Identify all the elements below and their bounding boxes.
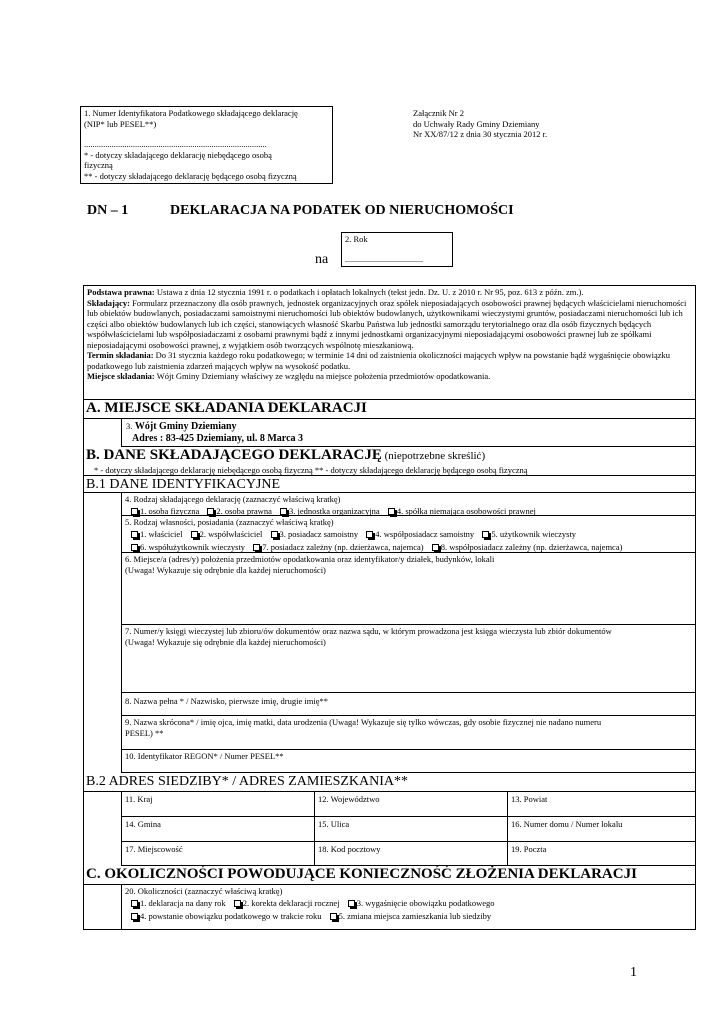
section-b2-title: B.2 ADRES SIEDZIBY* / ADRES ZAMIESZKANIA** bbox=[84, 773, 695, 792]
option-5-7: 7. posiadacz zależny (np. dzierżawca, najemca) bbox=[262, 542, 424, 552]
field-16-house-number[interactable] bbox=[507, 817, 695, 842]
checkbox-20-4[interactable] bbox=[131, 913, 138, 920]
nip-sublabel: (NIP* lub PESEL**) bbox=[84, 118, 157, 129]
nip-note-1b: fizyczną bbox=[84, 160, 113, 170]
field-7-label: 7. Numer/y księgi wieczystej lub zbioru/ów dokumentów oraz nazwa sądu, w którym prowadzona jest księga wieczysta lub zbiór dokumentów bbox=[125, 626, 612, 636]
option-4-4: 4. spółka niemająca osobowości prawnej bbox=[396, 506, 536, 516]
office-name: Wójt Gminy Dziemiany bbox=[134, 421, 237, 432]
deadline-text: Do 31 stycznia każdego roku podatkowego; w terminie 14 dni od zaistnienia okoliczności mających wpływ na powstanie bądź wygaśnięcie obowiązku podatkowego lub zaistnienia zdarzeń mających wpływ na wysokość podatku. bbox=[87, 350, 670, 371]
main-form bbox=[83, 285, 696, 930]
field-4-label: 4. Rodzaj składającego deklarację (zaznaczyć właściwą kratkę) bbox=[125, 494, 341, 504]
place-label: Miejsce składania: bbox=[87, 371, 155, 381]
year-field[interactable] bbox=[341, 232, 453, 267]
option-5-2: 2. współwłaściciel bbox=[199, 529, 263, 539]
checkbox-20-3[interactable] bbox=[348, 900, 355, 907]
section-b-header bbox=[84, 447, 695, 476]
field-11-country[interactable] bbox=[121, 792, 314, 817]
option-20-3: 3. wygaśnięcie obowiązku podatkowego bbox=[356, 898, 495, 908]
office-address: Adres : 83-425 Dziemiany, ul. 8 Marca 3 bbox=[132, 433, 304, 444]
field-13-label: 13. Powiat bbox=[511, 794, 548, 804]
field-8-label: 8. Nazwa pełna * / Nazwisko, pierwsze imię, drugie imię** bbox=[125, 696, 328, 706]
field-13-county[interactable] bbox=[507, 792, 695, 817]
filer-label: Składający: bbox=[87, 297, 130, 308]
field-18-postal-code[interactable] bbox=[314, 842, 507, 866]
field-5-label: 5. Rodzaj własności, posiadania (zaznaczyć właściwą kratkę) bbox=[125, 517, 334, 527]
filer-text: Formularz przeznaczony dla osób prawnych, jednostek organizacyjnych oraz spółek nieposiadających osobowości prawnej będących właścicielami nieruchomości lub obiektów budowlanych, posiadaczami samoistnymi nieruchomości lub obiektów budowlanych, użytkownikami wieczystymi gruntów, posiadaczami nieruchomości lub ich części albo obiektów budowlanych lub ich części, stanowiących własność Skarbu Państwa lub jednostki samorządu terytorialnego oraz dla osób fizycznych będących współwłaścicielami lub współposiadaczami z osobami prawnymi bądź z innymi jednostkami organizacyjnymi nieposiadającymi osobowości prawnej lub ze spółkami nieposiadającymi osobowości prawnej, z wyjątkiem osób tworzących wspólnotę mieszkaniową. bbox=[87, 297, 687, 350]
section-b1-title: B.1 DANE IDENTYFIKACYJNE bbox=[84, 476, 695, 493]
checkbox-5-6[interactable] bbox=[131, 544, 138, 551]
checkbox-5-8[interactable] bbox=[432, 544, 439, 551]
checkbox-5-1[interactable] bbox=[131, 531, 138, 538]
option-20-5: 5. zmiana miejsca zamieszkania lub siedziby bbox=[338, 911, 492, 921]
basis-text: Ustawa z dnia 12 stycznia 1991 r. o podatkach i opłatach lokalnych (tekst jedn. Dz. U. z 2010 r. Nr 95, poz. 613 z późn. zm.). bbox=[154, 287, 584, 297]
nip-note-2: ** - dotyczy składającego deklarację będącego osobą fizyczną bbox=[84, 170, 297, 181]
field-5-options-row1 bbox=[125, 528, 692, 541]
field-17-city[interactable] bbox=[121, 842, 314, 866]
field-6-note: (Uwaga! Wykazuje się odrębnie dla każdej nieruchomości) bbox=[125, 565, 326, 575]
option-20-4: 4. powstanie obowiązku podatkowego w trakcie roku bbox=[140, 911, 322, 921]
field-3-num: 3. bbox=[126, 421, 133, 431]
year-dots: ....................................... bbox=[345, 255, 423, 264]
section-b-title-note: (niepotrzebne skreślić) bbox=[381, 450, 486, 462]
option-4-3: 3. jednostka organizacyjna bbox=[288, 506, 380, 516]
field-7[interactable] bbox=[121, 625, 695, 693]
submission-place bbox=[121, 419, 695, 447]
option-5-3: 3. posiadacz samoistny bbox=[279, 529, 359, 539]
nip-note-1: * - dotyczy składającego deklarację niebędącego osobą bbox=[84, 149, 272, 160]
field-20 bbox=[121, 885, 695, 929]
option-20-2: 2. korekta deklaracji rocznej bbox=[242, 898, 340, 908]
form-title: DEKLARACJA NA PODATEK OD NIERUCHOMOŚCI bbox=[170, 203, 514, 218]
option-5-5: 5. użytkownik wieczysty bbox=[491, 529, 577, 539]
field-10[interactable] bbox=[121, 750, 695, 773]
field-20-label: 20. Okoliczności (zaznaczyć właściwą kratkę) bbox=[125, 886, 283, 896]
field-19-post-office[interactable] bbox=[507, 842, 695, 866]
checkbox-20-1[interactable] bbox=[131, 900, 138, 907]
field-16-label: 16. Numer domu / Numer lokalu bbox=[511, 819, 623, 829]
field-9-label: 9. Nazwa skrócona* / imię ojca, imię matki, data urodzenia (Uwaga! Wykazuje się tylko wówczas, gdy osobie fizycznej nie nadano numeru bbox=[125, 717, 602, 727]
page-number: 1 bbox=[630, 965, 637, 980]
field-15-street[interactable] bbox=[314, 817, 507, 842]
form-code: DN – 1 bbox=[87, 203, 129, 218]
checkbox-4-3[interactable] bbox=[280, 508, 287, 515]
basis-label: Podstawa prawna: bbox=[87, 287, 155, 297]
field-9[interactable] bbox=[121, 716, 695, 750]
checkbox-5-7[interactable] bbox=[253, 544, 260, 551]
field-14-commune[interactable] bbox=[121, 817, 314, 842]
checkbox-20-2[interactable] bbox=[234, 900, 241, 907]
option-5-6: 6. współużytkownik wieczysty bbox=[140, 542, 246, 552]
option-4-2: 2. osoba prawna bbox=[216, 506, 272, 516]
checkbox-4-1[interactable] bbox=[131, 508, 138, 515]
section-c-title: C. OKOLICZNOŚCI POWODUJĄCE KONIECZNOŚĆ ZŁOŻENIA DEKLARACJI bbox=[84, 866, 695, 885]
field-17-label: 17. Miejscowość bbox=[125, 844, 183, 854]
option-20-1: 1. deklaracja na dany rok bbox=[140, 898, 226, 908]
field-19-label: 19. Poczta bbox=[511, 844, 547, 854]
deadline-label: Termin składania: bbox=[87, 350, 154, 360]
section-b-title: B. DANE SKŁADAJĄCEGO DEKLARACJĘ bbox=[86, 447, 382, 463]
field-11-label: 11. Kraj bbox=[125, 794, 153, 804]
field-8[interactable] bbox=[121, 693, 695, 716]
annex-line-2: do Uchwały Rady Gminy Dziemiany bbox=[413, 118, 540, 129]
field-12-voivodeship[interactable] bbox=[314, 792, 507, 817]
section-a-title: A. MIEJSCE SKŁADANIA DEKLARACJI bbox=[84, 400, 695, 419]
option-5-8: 8. współposiadacz zależny (np. dzierżawca, najemca) bbox=[440, 542, 623, 552]
option-5-4: 4. współposiadacz samoistny bbox=[375, 529, 475, 539]
field-6[interactable] bbox=[121, 553, 695, 625]
field-7-note: (Uwaga! Wykazuje się odrębnie dla każdej nieruchomości) bbox=[125, 637, 326, 647]
year-label: 2. Rok bbox=[345, 234, 368, 244]
field-4 bbox=[121, 493, 695, 516]
option-4-1: 1. osoba fizyczna bbox=[140, 506, 200, 516]
checkbox-5-2[interactable] bbox=[191, 531, 198, 538]
year-prefix: na bbox=[315, 252, 329, 267]
option-5-1: 1. właściciel bbox=[140, 529, 183, 539]
checkbox-5-3[interactable] bbox=[271, 531, 278, 538]
annex-line-1: Załącznik Nr 2 bbox=[413, 108, 464, 118]
nip-dots: ...................................................................................... bbox=[84, 139, 267, 149]
checkbox-5-4[interactable] bbox=[366, 531, 373, 538]
field-5 bbox=[121, 516, 695, 553]
legal-info bbox=[84, 286, 695, 400]
field-15-label: 15. Ulica bbox=[318, 819, 350, 829]
field-18-label: 18. Kod pocztowy bbox=[318, 844, 381, 854]
checkbox-4-2[interactable] bbox=[207, 508, 214, 515]
annex-line-3: Nr XX/87/12 z dnia 30 stycznia 2012 r. bbox=[413, 129, 548, 139]
field-12-label: 12. Województwo bbox=[318, 794, 380, 804]
nip-box[interactable] bbox=[80, 106, 333, 184]
field-9-label-2: PESEL) ** bbox=[125, 728, 164, 738]
field-14-label: 14. Gmina bbox=[125, 819, 161, 829]
checkbox-4-4[interactable] bbox=[388, 508, 395, 515]
annex-info bbox=[413, 108, 547, 140]
checkbox-5-5[interactable] bbox=[482, 531, 489, 538]
field-10-label: 10. Identyfikator REGON* / Numer PESEL** bbox=[125, 751, 284, 761]
field-6-label: 6. Miejsce/a (adres/y) położenia przedmiotów opodatkowania oraz identyfikator/y działek, budynków, lokali bbox=[125, 554, 495, 564]
field-20-options-row1 bbox=[125, 897, 692, 910]
place-text: Wójt Gminy Dziemiany właściwy ze względu na miejsce położenia przedmiotów opodatkowania. bbox=[154, 371, 491, 381]
nip-label: 1. Numer Identyfikatora Podatkowego składającego deklarację bbox=[84, 108, 298, 118]
field-20-options-row2 bbox=[125, 910, 692, 923]
checkbox-20-5[interactable] bbox=[330, 913, 337, 920]
section-b-note: * - dotyczy składającego deklarację niebędącego osobą fizyczną ** - dotyczy składającego deklarację będącego osobą fizyczną bbox=[94, 465, 528, 475]
